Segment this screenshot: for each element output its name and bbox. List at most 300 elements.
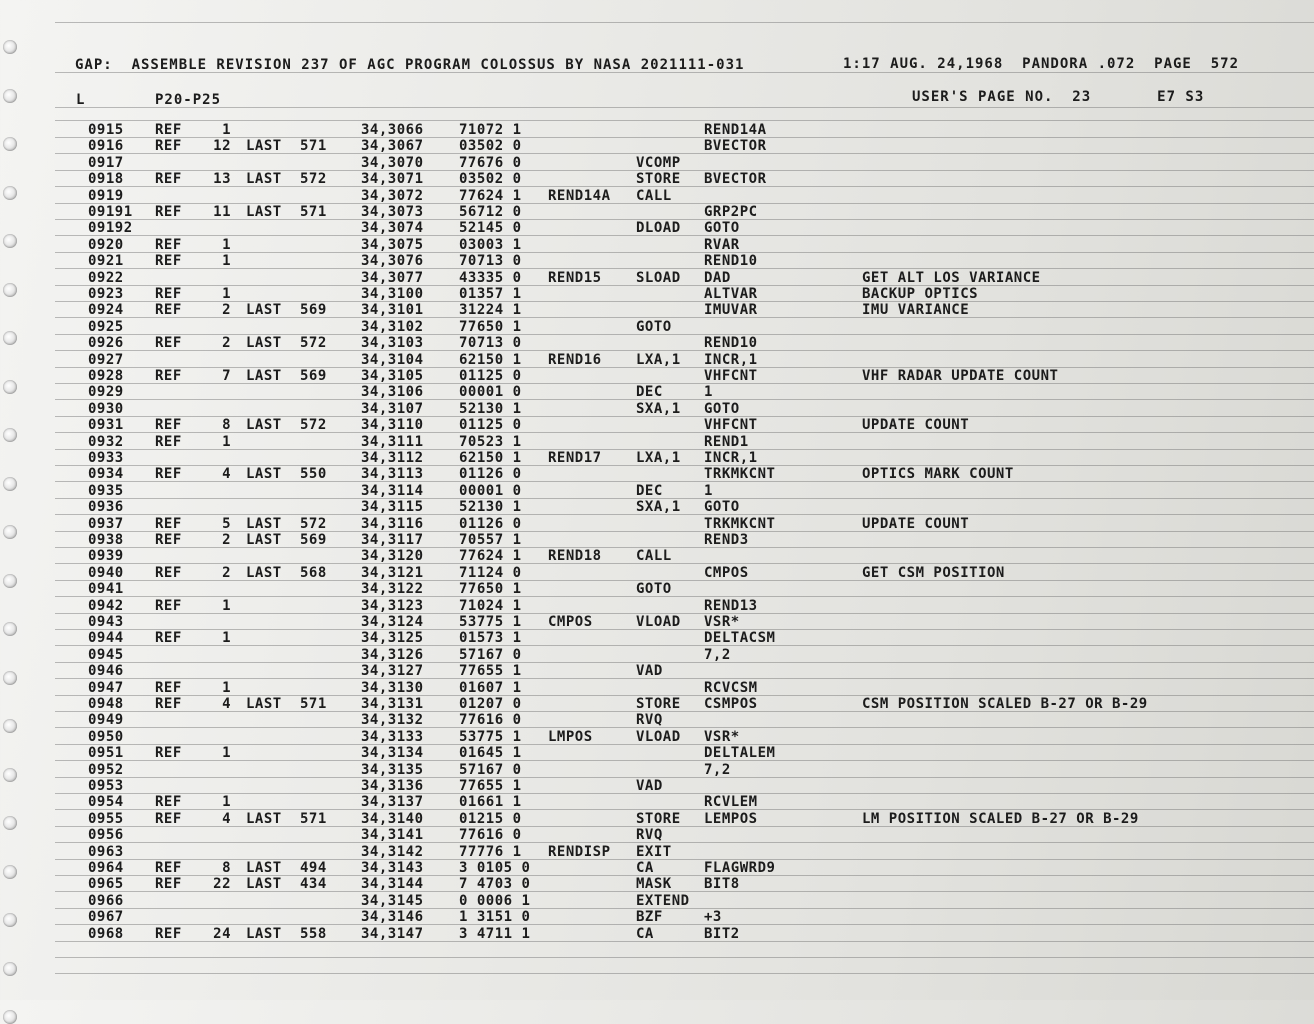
opcode: VAD xyxy=(636,663,663,680)
ruled-line xyxy=(55,973,1314,974)
ruled-line xyxy=(55,613,1314,614)
ref-count: 2 xyxy=(222,564,231,581)
ref-marker: REF xyxy=(155,860,182,876)
memory-address: 34,3144 xyxy=(361,876,424,893)
sequence-number: 09191 xyxy=(88,204,133,220)
symbol-label: REND14A xyxy=(548,187,611,204)
sequence-number: 0918 xyxy=(88,171,124,188)
ruled-line xyxy=(55,514,1314,515)
sequence-number: 0927 xyxy=(88,351,124,368)
memory-address: 34,3140 xyxy=(361,810,424,827)
memory-address: 34,3067 xyxy=(361,138,424,155)
ruled-line xyxy=(55,924,1314,925)
ref-count: 1 xyxy=(222,122,231,138)
ruled-line xyxy=(55,367,1314,368)
octal-word: 52130 1 xyxy=(459,400,522,417)
operand: REND14A xyxy=(704,122,767,138)
tractor-feed-hole xyxy=(3,865,17,879)
ruled-line xyxy=(55,580,1314,581)
operand: GRP2PC xyxy=(704,204,758,220)
memory-address: 34,3145 xyxy=(361,892,424,909)
memory-address: 34,3117 xyxy=(361,532,424,548)
memory-address: 34,3102 xyxy=(361,318,424,335)
memory-address: 34,3114 xyxy=(361,482,424,499)
memory-address: 34,3113 xyxy=(361,466,424,483)
opcode: SLOAD xyxy=(636,269,681,286)
octal-word: 62150 1 xyxy=(459,450,522,466)
opcode: LXA,1 xyxy=(636,351,681,368)
operand: VSR* xyxy=(704,614,740,630)
memory-address: 34,3074 xyxy=(361,220,424,237)
comment: UPDATE COUNT xyxy=(862,515,970,532)
octal-word: 3 0105 0 xyxy=(459,860,531,876)
ref-marker: REF xyxy=(155,597,182,614)
ruled-line xyxy=(55,563,1314,564)
last-page: 572 xyxy=(300,335,327,352)
tractor-feed-hole xyxy=(3,186,17,200)
last-page: 572 xyxy=(300,417,327,434)
ruled-line xyxy=(55,317,1314,318)
memory-address: 34,3136 xyxy=(361,778,424,794)
last-page: 558 xyxy=(300,925,327,942)
header-flag: L xyxy=(76,92,86,108)
ref-marker: REF xyxy=(155,810,182,827)
ruled-line xyxy=(55,285,1314,286)
opcode: MASK xyxy=(636,876,672,893)
octal-word: 00001 0 xyxy=(459,384,522,401)
ruled-line xyxy=(55,842,1314,843)
operand: LEMPOS xyxy=(704,810,758,827)
ruled-line xyxy=(55,891,1314,892)
ruled-line xyxy=(55,449,1314,450)
ruled-line xyxy=(55,908,1314,909)
memory-address: 34,3075 xyxy=(361,236,424,253)
ruled-line xyxy=(55,744,1314,745)
ref-count: 1 xyxy=(222,286,231,302)
memory-address: 34,3131 xyxy=(361,696,424,712)
ruled-line xyxy=(55,22,1314,23)
comment: GET ALT LOS VARIANCE xyxy=(862,269,1041,286)
last-marker: LAST xyxy=(246,138,282,155)
comment: OPTICS MARK COUNT xyxy=(862,466,1014,483)
memory-address: 34,3143 xyxy=(361,860,424,876)
ref-marker: REF xyxy=(155,925,182,942)
ruled-line xyxy=(55,170,1314,171)
ruled-line xyxy=(55,826,1314,827)
last-marker: LAST xyxy=(246,368,282,384)
octal-word: 71124 0 xyxy=(459,564,522,581)
opcode: EXIT xyxy=(636,843,672,860)
ref-count: 8 xyxy=(222,860,231,876)
last-marker: LAST xyxy=(246,171,282,188)
octal-word: 52130 1 xyxy=(459,499,522,516)
tractor-feed-hole xyxy=(3,816,17,830)
symbol-label: REND16 xyxy=(548,351,602,368)
octal-word: 57167 0 xyxy=(459,761,522,778)
memory-address: 34,3071 xyxy=(361,171,424,188)
sequence-number: 0954 xyxy=(88,794,124,811)
ref-marker: REF xyxy=(155,630,182,647)
memory-address: 34,3107 xyxy=(361,400,424,417)
ruled-line xyxy=(55,399,1314,400)
octal-word: 57167 0 xyxy=(459,646,522,663)
octal-word: 01357 1 xyxy=(459,286,522,302)
octal-word: 01125 0 xyxy=(459,417,522,434)
ruled-line xyxy=(55,416,1314,417)
ref-marker: REF xyxy=(155,253,182,270)
ruled-line xyxy=(55,186,1314,187)
ruled-line xyxy=(55,268,1314,269)
operand: REND13 xyxy=(704,597,758,614)
memory-address: 34,3112 xyxy=(361,450,424,466)
ref-marker: REF xyxy=(155,122,182,138)
octal-word: 03502 0 xyxy=(459,171,522,188)
sequence-number: 0930 xyxy=(88,400,124,417)
sequence-number: 0963 xyxy=(88,843,124,860)
octal-word: 53775 1 xyxy=(459,728,522,745)
ruled-line xyxy=(55,875,1314,876)
header-user-page: USER'S PAGE NO. 23 E7 S3 xyxy=(912,89,1205,105)
tractor-feed-hole xyxy=(3,283,17,297)
memory-address: 34,3146 xyxy=(361,909,424,926)
last-page: 434 xyxy=(300,876,327,893)
ref-count: 22 xyxy=(213,876,231,893)
operand: BIT8 xyxy=(704,876,740,893)
ref-count: 5 xyxy=(222,515,231,532)
opcode: STORE xyxy=(636,171,681,188)
octal-word: 01207 0 xyxy=(459,696,522,712)
ref-count: 1 xyxy=(222,630,231,647)
ruled-line xyxy=(55,941,1314,942)
opcode: RVQ xyxy=(636,827,663,844)
sequence-number: 0933 xyxy=(88,450,124,466)
sequence-number: 0953 xyxy=(88,778,124,794)
operand: DELTALEM xyxy=(704,745,776,762)
operand: CMPOS xyxy=(704,564,749,581)
ruled-line xyxy=(55,957,1314,958)
ruled-line xyxy=(55,153,1314,154)
sequence-number: 0924 xyxy=(88,302,124,319)
tractor-feed-hole xyxy=(3,89,17,103)
tractor-feed-hole xyxy=(3,913,17,927)
sequence-number: 0935 xyxy=(88,482,124,499)
symbol-label: RENDISP xyxy=(548,843,611,860)
octal-word: 70523 1 xyxy=(459,433,522,450)
octal-word: 1 3151 0 xyxy=(459,909,531,926)
tractor-feed-hole xyxy=(3,137,17,151)
ref-count: 24 xyxy=(213,925,231,942)
operand: RVAR xyxy=(704,236,740,253)
octal-word: 3 4711 1 xyxy=(459,925,531,942)
ruled-line xyxy=(55,859,1314,860)
ruled-line xyxy=(55,662,1314,663)
last-marker: LAST xyxy=(246,335,282,352)
octal-word: 77655 1 xyxy=(459,778,522,794)
sequence-number: 0929 xyxy=(88,384,124,401)
ref-marker: REF xyxy=(155,696,182,712)
last-page: 572 xyxy=(300,515,327,532)
sequence-number: 0942 xyxy=(88,597,124,614)
operand: INCR,1 xyxy=(704,450,758,466)
octal-word: 62150 1 xyxy=(459,351,522,368)
memory-address: 34,3100 xyxy=(361,286,424,302)
last-marker: LAST xyxy=(246,532,282,548)
memory-address: 34,3073 xyxy=(361,204,424,220)
operand: RCVLEM xyxy=(704,794,758,811)
ruled-line xyxy=(55,203,1314,204)
ref-marker: REF xyxy=(155,745,182,762)
octal-word: 01645 1 xyxy=(459,745,522,762)
ref-count: 1 xyxy=(222,253,231,270)
sequence-number: 0916 xyxy=(88,138,124,155)
sequence-number: 0949 xyxy=(88,712,124,729)
ref-marker: REF xyxy=(155,302,182,319)
last-page: 571 xyxy=(300,204,327,220)
last-page: 571 xyxy=(300,696,327,712)
sequence-number: 0964 xyxy=(88,860,124,876)
ref-count: 12 xyxy=(213,138,231,155)
opcode: LXA,1 xyxy=(636,450,681,466)
ref-count: 13 xyxy=(213,171,231,188)
last-marker: LAST xyxy=(246,515,282,532)
tractor-feed-hole xyxy=(3,574,17,588)
tractor-feed-hole xyxy=(3,331,17,345)
ref-marker: REF xyxy=(155,417,182,434)
octal-word: 77624 1 xyxy=(459,187,522,204)
sequence-number: 0944 xyxy=(88,630,124,647)
operand: ALTVAR xyxy=(704,286,758,302)
last-marker: LAST xyxy=(246,466,282,483)
memory-address: 34,3115 xyxy=(361,499,424,516)
octal-word: 77624 1 xyxy=(459,548,522,565)
ruled-line xyxy=(55,645,1314,646)
operand: VHFCNT xyxy=(704,417,758,434)
symbol-label: REND17 xyxy=(548,450,602,466)
memory-address: 34,3121 xyxy=(361,564,424,581)
operand: REND1 xyxy=(704,433,749,450)
opcode: STORE xyxy=(636,696,681,712)
octal-word: 77616 0 xyxy=(459,827,522,844)
symbol-label: LMPOS xyxy=(548,728,593,745)
ruled-line xyxy=(55,793,1314,794)
ruled-line xyxy=(55,678,1314,679)
octal-word: 52145 0 xyxy=(459,220,522,237)
memory-address: 34,3137 xyxy=(361,794,424,811)
memory-address: 34,3072 xyxy=(361,187,424,204)
octal-word: 01661 1 xyxy=(459,794,522,811)
octal-word: 70713 0 xyxy=(459,253,522,270)
ruled-line xyxy=(55,72,1314,73)
last-marker: LAST xyxy=(246,810,282,827)
memory-address: 34,3126 xyxy=(361,646,424,663)
opcode: EXTEND xyxy=(636,892,690,909)
opcode: GOTO xyxy=(636,581,672,598)
last-page: 569 xyxy=(300,302,327,319)
memory-address: 34,3104 xyxy=(361,351,424,368)
tractor-feed-hole xyxy=(3,1010,17,1024)
memory-address: 34,3077 xyxy=(361,269,424,286)
comment: GET CSM POSITION xyxy=(862,564,1005,581)
tractor-feed-hole xyxy=(3,719,17,733)
opcode: SXA,1 xyxy=(636,400,681,417)
opcode: STORE xyxy=(636,810,681,827)
operand: REND10 xyxy=(704,253,758,270)
last-page: 571 xyxy=(300,138,327,155)
memory-address: 34,3141 xyxy=(361,827,424,844)
tractor-feed-hole xyxy=(3,671,17,685)
opcode: RVQ xyxy=(636,712,663,729)
opcode: CA xyxy=(636,925,654,942)
ref-marker: REF xyxy=(155,564,182,581)
octal-word: 77650 1 xyxy=(459,318,522,335)
memory-address: 34,3133 xyxy=(361,728,424,745)
symbol-label: CMPOS xyxy=(548,614,593,630)
ruled-line xyxy=(55,777,1314,778)
last-marker: LAST xyxy=(246,925,282,942)
sequence-number: 0934 xyxy=(88,466,124,483)
sequence-number: 0945 xyxy=(88,646,124,663)
operand: +3 xyxy=(704,909,722,926)
operand: 7,2 xyxy=(704,646,731,663)
memory-address: 34,3106 xyxy=(361,384,424,401)
header-program-line: GAP: ASSEMBLE REVISION 237 OF AGC PROGRAM COLOSSUS BY NASA 2021111-031 xyxy=(75,57,745,73)
ref-count: 1 xyxy=(222,794,231,811)
ruled-line xyxy=(55,596,1314,597)
memory-address: 34,3103 xyxy=(361,335,424,352)
sequence-number: 0950 xyxy=(88,728,124,745)
opcode: VLOAD xyxy=(636,728,681,745)
sequence-number: 0951 xyxy=(88,745,124,762)
sequence-number: 0919 xyxy=(88,187,124,204)
memory-address: 34,3132 xyxy=(361,712,424,729)
sequence-number: 0937 xyxy=(88,515,124,532)
header-date-page: 1:17 AUG. 24,1968 PANDORA .072 PAGE 572 xyxy=(843,56,1240,72)
operand: TRKMKCNT xyxy=(704,466,776,483)
last-page: 494 xyxy=(300,860,327,876)
operand: 1 xyxy=(704,384,713,401)
sequence-number: 0956 xyxy=(88,827,124,844)
tractor-feed-hole xyxy=(3,428,17,442)
comment: LM POSITION SCALED B-27 OR B-29 xyxy=(862,810,1139,827)
operand: REND3 xyxy=(704,532,749,548)
octal-word: 01126 0 xyxy=(459,466,522,483)
ref-marker: REF xyxy=(155,138,182,155)
last-marker: LAST xyxy=(246,564,282,581)
octal-word: 7 4703 0 xyxy=(459,876,531,893)
last-page: 569 xyxy=(300,368,327,384)
ref-marker: REF xyxy=(155,876,182,893)
sequence-number: 09192 xyxy=(88,220,133,237)
operand: REND10 xyxy=(704,335,758,352)
octal-word: 03502 0 xyxy=(459,138,522,155)
last-page: 568 xyxy=(300,564,327,581)
octal-word: 77655 1 xyxy=(459,663,522,680)
octal-word: 03003 1 xyxy=(459,236,522,253)
memory-address: 34,3070 xyxy=(361,154,424,171)
octal-word: 71072 1 xyxy=(459,122,522,138)
ref-marker: REF xyxy=(155,794,182,811)
ruled-line xyxy=(55,481,1314,482)
tractor-feed-hole xyxy=(3,768,17,782)
opcode: DLOAD xyxy=(636,220,681,237)
sequence-number: 0946 xyxy=(88,663,124,680)
last-marker: LAST xyxy=(246,860,282,876)
symbol-label: REND18 xyxy=(548,548,602,565)
ruled-line xyxy=(55,383,1314,384)
ref-marker: REF xyxy=(155,433,182,450)
tractor-feed-hole xyxy=(3,525,17,539)
operand: GOTO xyxy=(704,220,740,237)
memory-address: 34,3105 xyxy=(361,368,424,384)
memory-address: 34,3125 xyxy=(361,630,424,647)
ref-marker: REF xyxy=(155,286,182,302)
ruled-line xyxy=(55,137,1314,138)
octal-word: 01607 1 xyxy=(459,679,522,696)
ref-count: 4 xyxy=(222,810,231,827)
ref-marker: REF xyxy=(155,368,182,384)
octal-word: 71024 1 xyxy=(459,597,522,614)
sequence-number: 0936 xyxy=(88,499,124,516)
memory-address: 34,3142 xyxy=(361,843,424,860)
operand: IMUVAR xyxy=(704,302,758,319)
operand: VSR* xyxy=(704,728,740,745)
octal-word: 01126 0 xyxy=(459,515,522,532)
opcode: VAD xyxy=(636,778,663,794)
ref-marker: REF xyxy=(155,204,182,220)
ruled-line xyxy=(55,252,1314,253)
tractor-feed-hole xyxy=(3,622,17,636)
operand: BVECTOR xyxy=(704,171,767,188)
comment: BACKUP OPTICS xyxy=(862,286,979,302)
tractor-feed-hole xyxy=(3,380,17,394)
opcode: CALL xyxy=(636,548,672,565)
memory-address: 34,3116 xyxy=(361,515,424,532)
ruled-line xyxy=(55,629,1314,630)
opcode: BZF xyxy=(636,909,663,926)
sequence-number: 0925 xyxy=(88,318,124,335)
ruled-line xyxy=(55,432,1314,433)
sequence-number: 0917 xyxy=(88,154,124,171)
opcode: SXA,1 xyxy=(636,499,681,516)
sequence-number: 0947 xyxy=(88,679,124,696)
operand: BIT2 xyxy=(704,925,740,942)
octal-word: 01125 0 xyxy=(459,368,522,384)
octal-word: 0 0006 1 xyxy=(459,892,531,909)
opcode: CA xyxy=(636,860,654,876)
last-page: 550 xyxy=(300,466,327,483)
memory-address: 34,3122 xyxy=(361,581,424,598)
ruled-line xyxy=(55,219,1314,220)
ruled-line xyxy=(55,107,1314,108)
sequence-number: 0939 xyxy=(88,548,124,565)
ruled-line xyxy=(55,235,1314,236)
last-marker: LAST xyxy=(246,204,282,220)
operand: 1 xyxy=(704,482,713,499)
octal-word: 43335 0 xyxy=(459,269,522,286)
sequence-number: 0920 xyxy=(88,236,124,253)
ruled-line xyxy=(55,465,1314,466)
last-page: 571 xyxy=(300,810,327,827)
ruled-line xyxy=(55,120,1314,121)
sequence-number: 0941 xyxy=(88,581,124,598)
tractor-feed-hole xyxy=(3,962,17,976)
octal-word: 77650 1 xyxy=(459,581,522,598)
ref-marker: REF xyxy=(155,532,182,548)
memory-address: 34,3076 xyxy=(361,253,424,270)
sequence-number: 0968 xyxy=(88,925,124,942)
opcode: DEC xyxy=(636,482,663,499)
comment: UPDATE COUNT xyxy=(862,417,970,434)
